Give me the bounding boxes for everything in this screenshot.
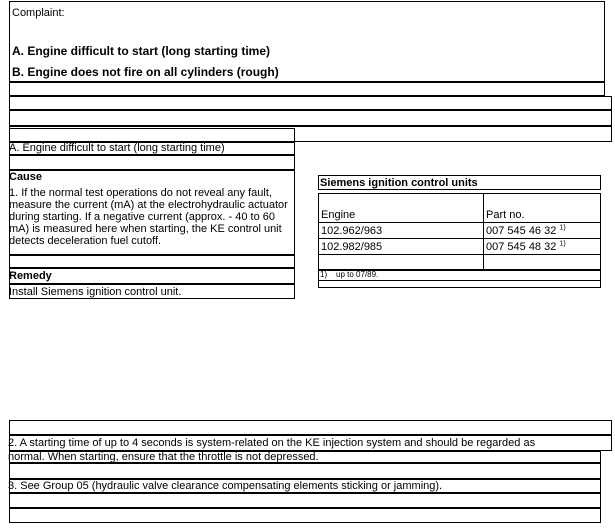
footnote-mark: 1) — [559, 224, 566, 232]
complaint-item-b: B. Engine does not fire on all cylinders (rough) — [12, 65, 279, 79]
spacer-row — [9, 82, 605, 96]
siemens-table-rule — [318, 254, 601, 255]
spacer-row — [9, 508, 601, 523]
cause-label: Cause — [9, 171, 43, 183]
spacer-row — [9, 128, 295, 142]
spacer-row — [9, 110, 612, 126]
spacer-row — [318, 280, 601, 288]
footnote-mark: 1) — [320, 270, 328, 279]
siemens-table-divider — [483, 193, 484, 270]
note-2-line-1: 2. A starting time of up to 4 seconds is system-related on the KE injection system and should be regarded as — [8, 437, 536, 449]
footnote-mark: 1) — [559, 240, 566, 248]
siemens-row-engine: 102.982/985 — [321, 241, 383, 253]
siemens-header-part: Part no. — [486, 209, 525, 221]
siemens-table-rule — [318, 238, 601, 239]
spacer-row — [9, 493, 601, 508]
remedy-label: Remedy — [9, 270, 52, 282]
siemens-table-rule — [318, 222, 601, 223]
siemens-row-part — [486, 225, 566, 237]
siemens-footnote — [320, 270, 378, 280]
footnote-text: up to 07/89. — [336, 270, 379, 279]
cause-text: 1. If the normal test operations do not reveal any fault, measure the current (mA) at the electrohydraulic actuator during starting. If a negative current (approx. - 40 to 60 mA) is measured here when starting, the KE control unit detects deceleration fuel cutoff. — [9, 187, 288, 247]
remedy-text: Install Siemens ignition control unit. — [9, 286, 182, 298]
spacer-row — [9, 96, 612, 110]
spacer-row — [9, 155, 295, 170]
spacer-row — [9, 420, 612, 435]
siemens-row-engine: 102.962/963 — [321, 225, 383, 237]
spacer-row — [9, 463, 601, 479]
spacer-row — [9, 255, 295, 268]
complaint-label: Complaint: — [12, 7, 65, 19]
complaint-item-a: A. Engine difficult to start (long starting time) — [12, 44, 270, 58]
siemens-row-part — [486, 241, 566, 253]
siemens-table-title: Siemens ignition control units — [320, 177, 478, 189]
part-number: 007 545 48 32 — [486, 241, 557, 253]
section-a-heading: A. Engine difficult to start (long starting time) — [9, 142, 225, 154]
siemens-header-engine: Engine — [321, 209, 356, 221]
note-2-line-2: normal. When starting, ensure that the throttle is not depressed. — [8, 451, 319, 463]
part-number: 007 545 46 32 — [486, 225, 557, 237]
note-3: 3. See Group 05 (hydraulic valve clearance compensating elements sticking or jamming). — [8, 480, 443, 492]
